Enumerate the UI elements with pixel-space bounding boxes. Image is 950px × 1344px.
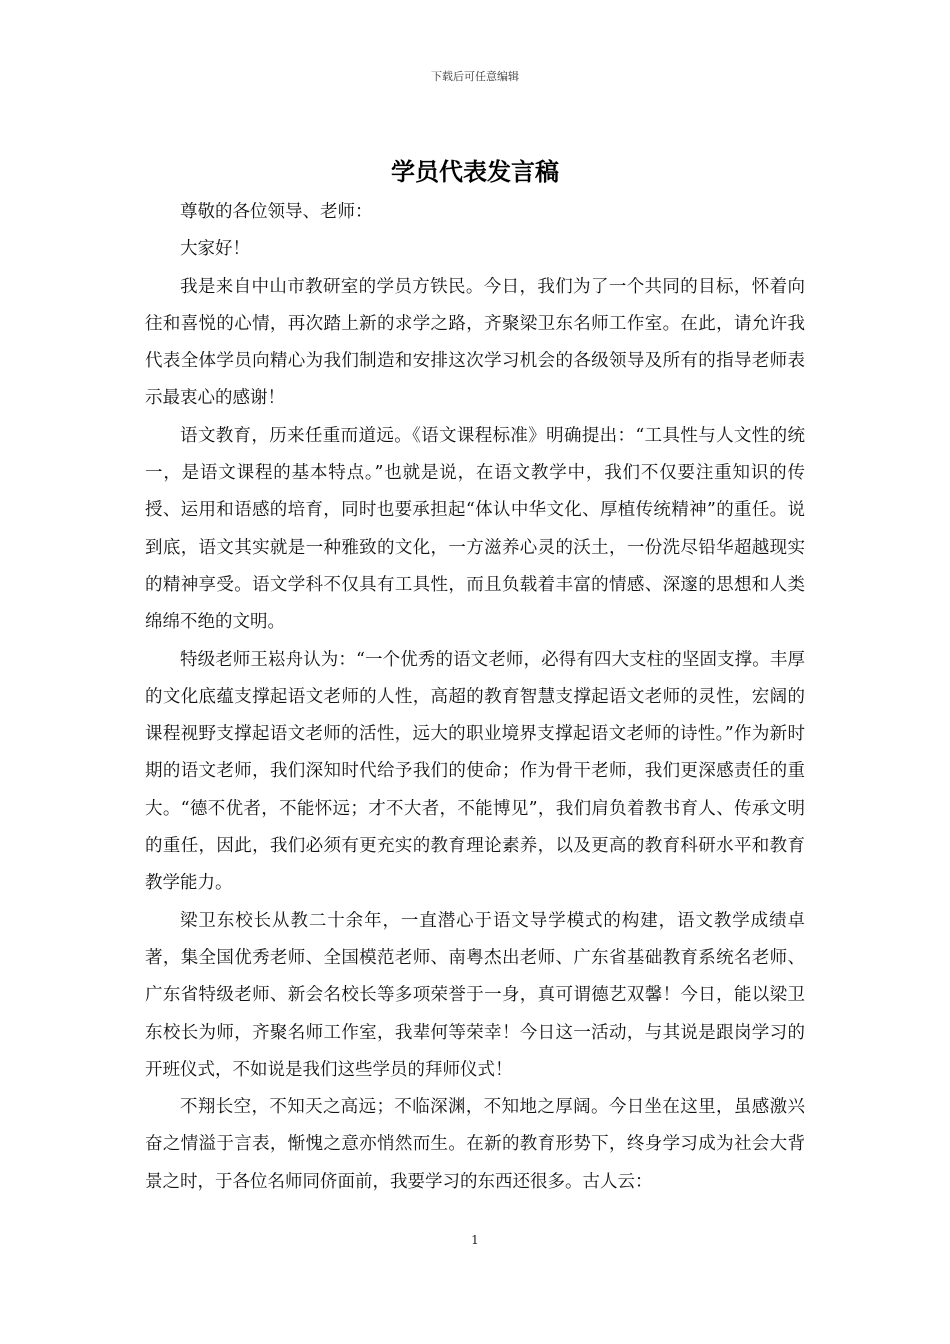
greeting: 大家好！: [180, 239, 250, 260]
paragraph: 梁卫东校长从教二十余年，一直潜心于语文导学模式的构建，语文教学成绩卓著，集全国优秀老师、全国模范老师、南粤杰出老师、广东省基础教育系统名老师、广东省特级老师、新会名校长等多项荣誉于一身，真可谓德艺双馨！今日，能以梁卫东校长为师，齐聚名师工作室，我辈何等荣幸！今日这一活动，与其说是跟岗学习的开班仪式，不如说是我们这些学员的拜师仪式！: [145, 910, 805, 1080]
page-number: 1: [471, 1233, 479, 1247]
document-title: 学员代表发言稿: [391, 157, 559, 186]
paragraph: 语文教育，历来任重而道远。《语文课程标准》明确提出：“工具性与人文性的统一，是语文课程的基本特点。”也就是说，在语文教学中，我们不仅要注重知识的传授、运用和语感的培育，同时也要承担起“体认中华文化、厚植传统精神”的重任。说到底，语文其实就是一种雅致的文化，一方滋养心灵的沃土，一份洗尽铅华超越现实的精神享受。语文学科不仅具有工具性，而且负载着丰富的情感、深邃的思想和人类绵绵不绝的文明。: [145, 425, 805, 633]
salutation: 尊敬的各位领导、老师：: [180, 202, 373, 222]
document-body: [145, 194, 805, 1201]
header-note: 下载后可任意编辑: [431, 70, 519, 83]
paragraph: 不翔长空，不知天之高远；不临深渊，不知地之厚阔。今日坐在这里，虽感激兴奋之情溢于言表，惭愧之意亦悄然而生。在新的教育形势下，终身学习成为社会大背景之时，于各位名师同侪面前，我要学习的东西还很多。古人云：: [145, 1097, 805, 1192]
paragraph: 我是来自中山市教研室的学员方铁民。今日，我们为了一个共同的目标，怀着向往和喜悦的心情，再次踏上新的求学之路，齐聚梁卫东名师工作室。在此，请允许我代表全体学员向精心为我们制造和安排这次学习机会的各级领导及所有的指导老师表示最衷心的感谢！: [145, 276, 805, 409]
paragraph: 特级老师王崧舟认为：“一个优秀的语文老师，必得有四大支柱的坚固支撑。丰厚的文化底蕴支撑起语文老师的人性，高超的教育智慧支撑起语文老师的灵性，宏阔的课程视野支撑起语文老师的活性，远大的职业境界支撑起语文老师的诗性。”作为新时期的语文老师，我们深知时代给予我们的使命；作为骨干老师，我们更深感责任的重大。“德不优者，不能怀远；才不大者，不能博见”，我们肩负着教书育人、传承文明的重任，因此，我们必须有更充实的教育理论素养，以及更高的教育科研水平和教育教学能力。: [145, 649, 805, 894]
